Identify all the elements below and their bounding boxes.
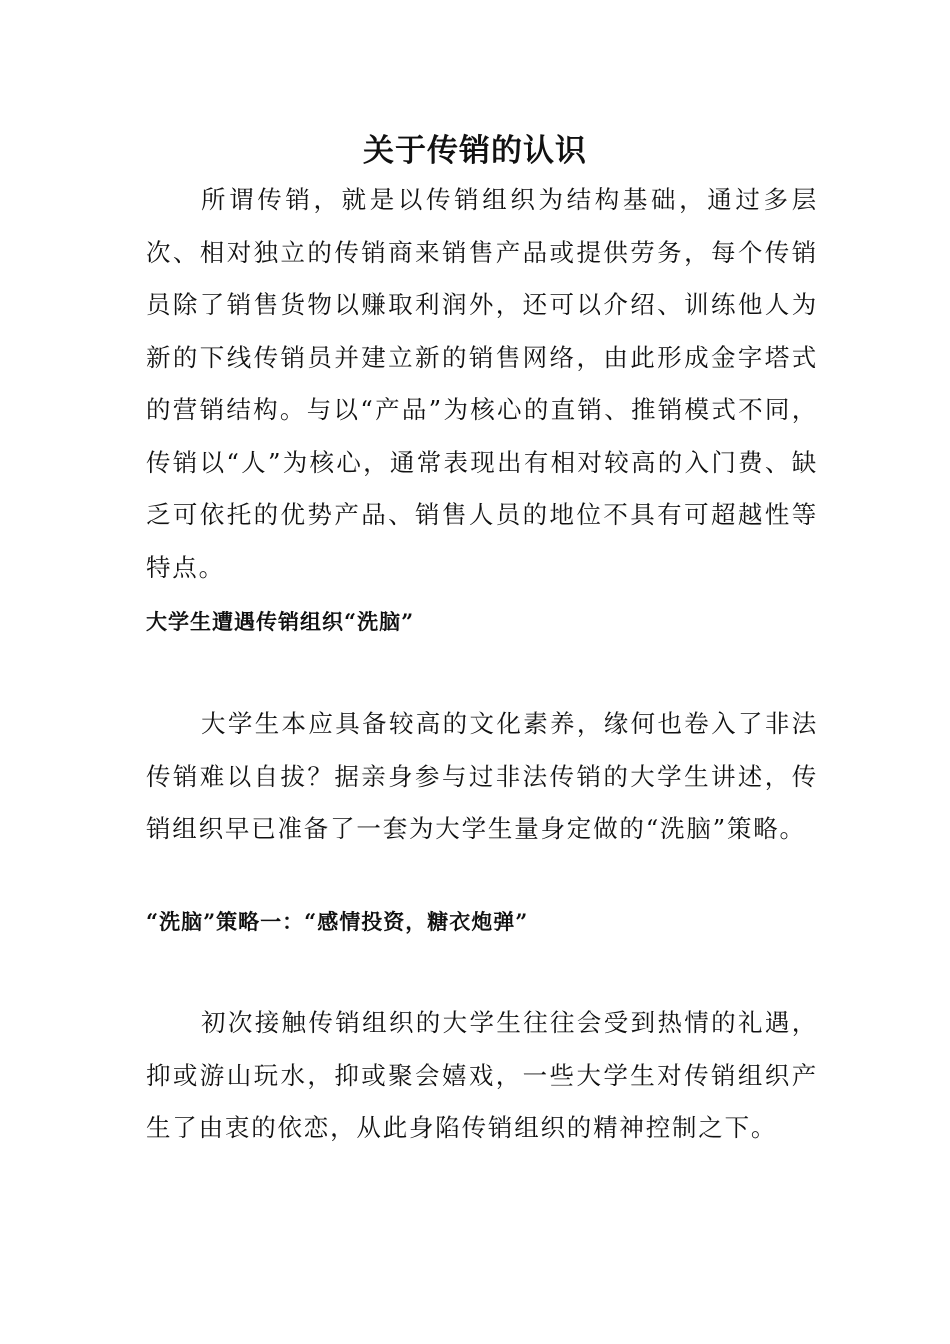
section-paragraph-strategy-one: 初次接触传销组织的大学生往往会受到热情的礼遇，抑或游山玩水，抑或聚会嬉戏，一些大学生对传销组织产生了由衷的依恋，从此身陷传销组织的精神控制之下。 (146, 1008, 818, 1142)
section-heading-strategy-one: “洗脑”策略一：“感情投资，糖衣炮弹” (146, 909, 529, 934)
intro-paragraph: 所谓传销，就是以传销组织为结构基础，通过多层次、相对独立的传销商来销售产品或提供劳务，每个传销员除了销售货物以赚取利润外，还可以介绍、训练他人为新的下线传销员并建立新的销售网络，由此形成金字塔式的营销结构。与以“产品”为核心的直销、推销模式不同，传销以“人”为核心，通常表现出有相对较高的入门费、缺乏可依托的优势产品、销售人员的地位不具有可超越性等特点。 (146, 185, 818, 582)
section-paragraph-brainwash: 大学生本应具备较高的文化素养，缘何也卷入了非法传销难以自拔？据亲身参与过非法传销的大学生讲述，传销组织早已准备了一套为大学生量身定做的“洗脑”策略。 (146, 709, 818, 843)
document-title: 关于传销的认识 (363, 133, 587, 169)
section-heading-brainwash: 大学生遭遇传销组织“洗脑” (146, 609, 415, 634)
